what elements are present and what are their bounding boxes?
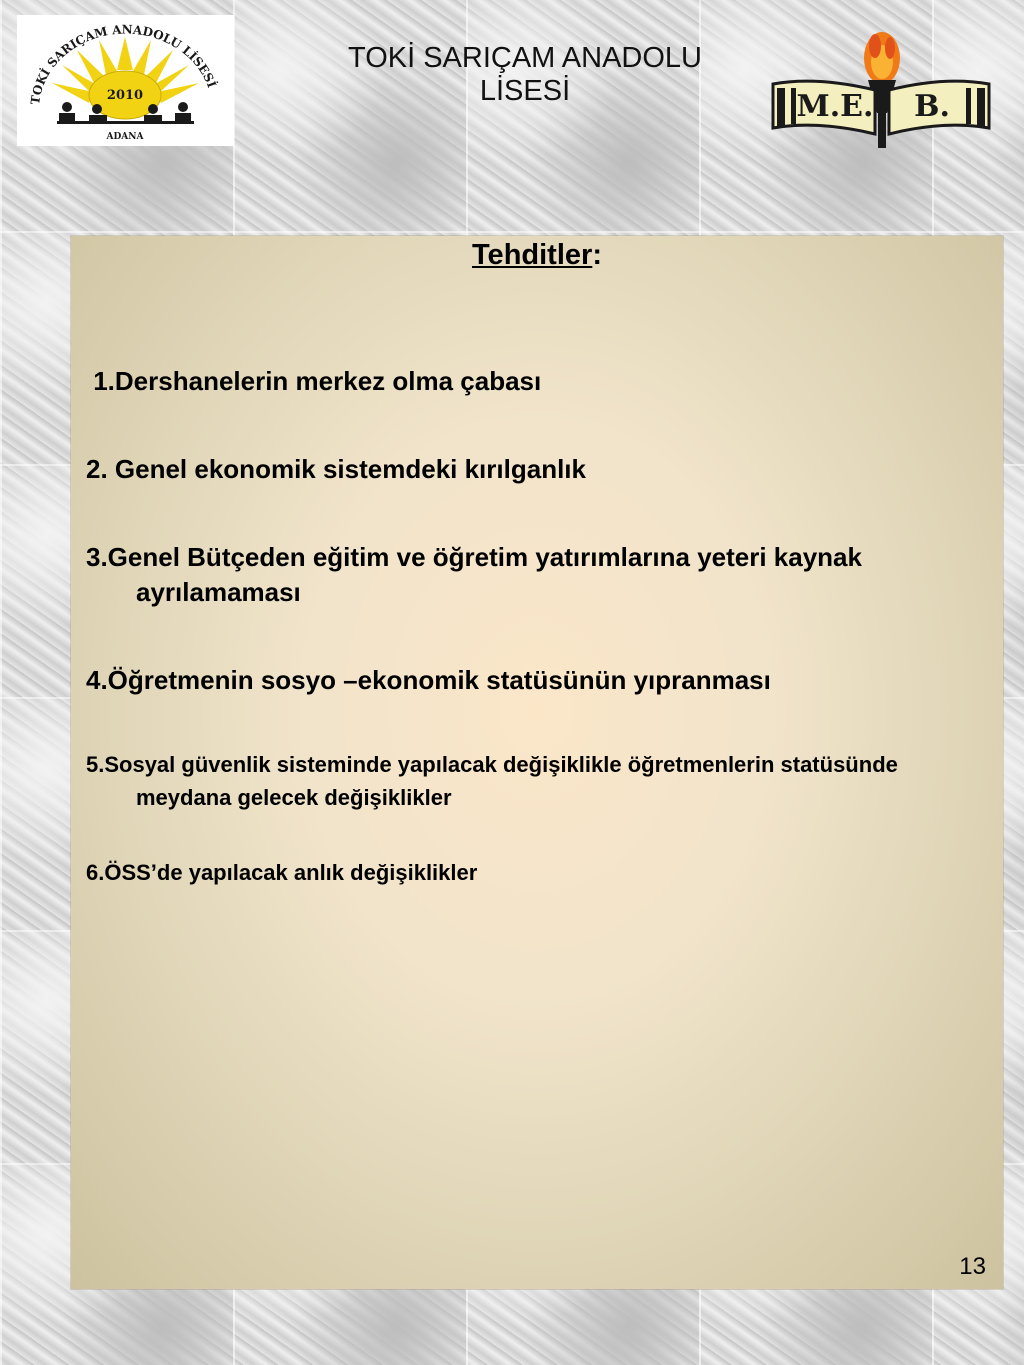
logo-year: 2010 — [106, 88, 144, 103]
page-number: 13 — [959, 1253, 986, 1280]
title-line-2: LİSESİ — [479, 75, 571, 107]
list-item — [86, 748, 966, 814]
logo-ring-text: TOKİ SARIÇAM ANADOLU LİSESİ — [28, 22, 219, 106]
meb-text-left: M.E. — [796, 89, 874, 124]
meb-logo — [767, 18, 995, 150]
title-line-1: TOKİ SARIÇAM ANADOLU — [348, 42, 702, 74]
list-item — [86, 663, 966, 698]
panel-title-colon: : — [592, 239, 602, 271]
list-item-text: 6.ÖSS’de yapılacak anlık değişiklikler — [86, 860, 478, 885]
page-title — [270, 42, 780, 108]
list-item-text: 3.Genel Bütçeden eğitim ve öğretim yatırımlarına yeteri kaynak ayrılamaması — [86, 542, 862, 607]
list-item — [86, 856, 966, 889]
school-logo — [17, 15, 234, 146]
torch-flame-icon — [864, 32, 900, 84]
logo-city: ADANA — [106, 132, 144, 142]
list-item-text: 4.Öğretmenin sosyo –ekonomik statüsünün yıpranması — [86, 665, 771, 695]
meb-text-right: B. — [914, 89, 950, 124]
list-item — [86, 540, 966, 610]
content-panel — [71, 236, 1003, 1289]
list-item — [86, 364, 966, 399]
panel-title — [71, 239, 1003, 272]
list-item — [86, 452, 966, 487]
list-item-text: 2. Genel ekonomik sistemdeki kırılganlık — [86, 454, 586, 484]
list-item-text: 5.Sosyal güvenlik sisteminde yapılacak değişiklikle öğretmenlerin statüsünde meydana gelecek değişiklikler — [86, 752, 898, 810]
panel-title-text: Tehditler — [472, 239, 593, 271]
list-item-text: 1.Dershanelerin merkez olma çabası — [86, 366, 542, 396]
